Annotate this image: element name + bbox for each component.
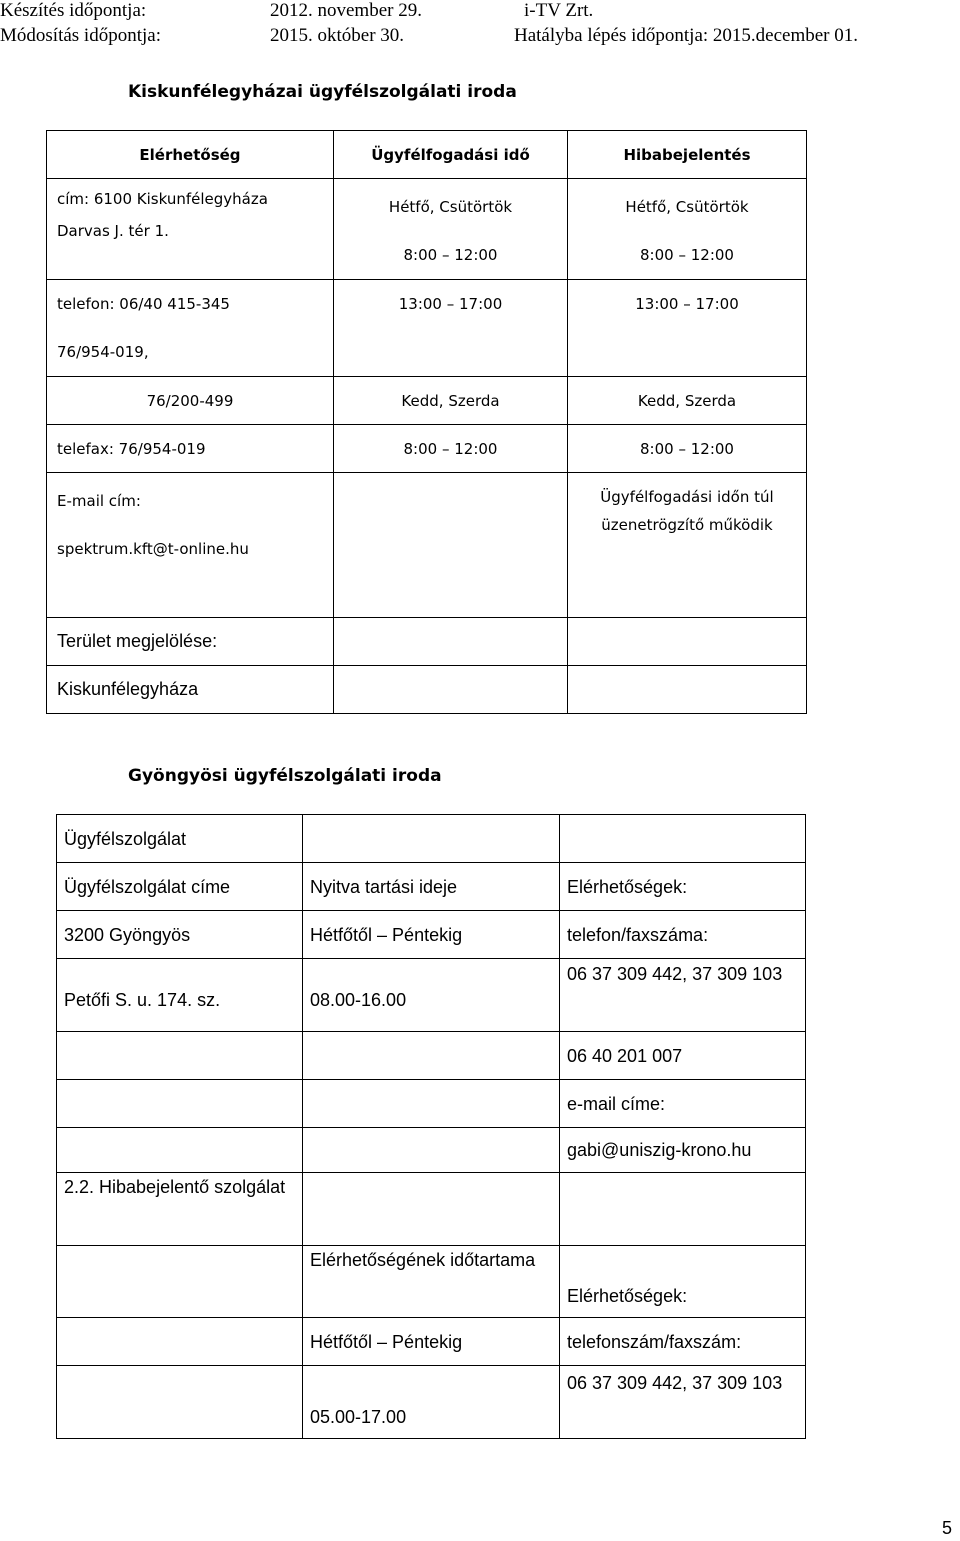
phone-cell bbox=[47, 280, 334, 377]
street: Petőfi S. u. 174. sz. bbox=[64, 990, 221, 1010]
modified-value: 2015. október 30. bbox=[270, 25, 405, 46]
area-label: Terület megjelölése: bbox=[57, 631, 218, 651]
company-name: i-TV Zrt. bbox=[524, 0, 594, 21]
service-cell bbox=[57, 815, 303, 863]
phone-line3-cell bbox=[47, 377, 334, 425]
address-line1: cím: 6100 Kiskunfélegyháza bbox=[57, 190, 268, 208]
phone-line1: telefon: 06/40 415-345 bbox=[57, 295, 230, 313]
empty-row9-1 bbox=[57, 1246, 303, 1318]
fault-cell-1 bbox=[568, 179, 807, 280]
hours-time2: 8:00 – 12:00 bbox=[403, 439, 498, 458]
hours-time2-cell bbox=[334, 425, 568, 473]
empty-row5-1 bbox=[57, 1032, 303, 1080]
col-header-fault: Hibabejelentés bbox=[568, 131, 807, 179]
fault-time1b: 13:00 – 17:00 bbox=[635, 295, 739, 313]
fault-contact-cell bbox=[560, 1246, 806, 1318]
created-value: 2012. november 29. bbox=[270, 0, 422, 21]
fault-contact-label: Elérhetőségek: bbox=[567, 1286, 688, 1306]
email-label: E-mail cím: bbox=[57, 492, 141, 510]
fault-time1a: 8:00 – 12:00 bbox=[640, 246, 734, 264]
empty-row10-1 bbox=[57, 1318, 303, 1366]
hours-days1: Hétfő, Csütörtök bbox=[388, 198, 513, 216]
empty-row8-3 bbox=[560, 1173, 806, 1246]
empty-row7-2 bbox=[303, 1128, 560, 1173]
fault-hours: 05.00-17.00 bbox=[310, 1407, 407, 1427]
note-cell bbox=[568, 473, 807, 618]
email-label-cell bbox=[560, 1080, 806, 1128]
phone2-cell bbox=[560, 1032, 806, 1080]
area-label-cell bbox=[47, 618, 334, 666]
hours-cell-2 bbox=[334, 280, 568, 377]
open-hours: 08.00-16.00 bbox=[310, 990, 407, 1010]
note-line1: Ügyfélfogadási időn túl bbox=[600, 488, 774, 506]
fault-phone: 06 37 309 442, 37 309 103 bbox=[567, 1373, 783, 1393]
fax-line: telefax: 76/954-019 bbox=[57, 439, 206, 458]
fault-service: 2.2. Hibabejelentő szolgálat bbox=[64, 1177, 286, 1197]
email-address: spektrum.kft@t-online.hu bbox=[57, 540, 249, 558]
fax-cell bbox=[47, 425, 334, 473]
fault-days: Hétfőtől – Péntekig bbox=[310, 1331, 463, 1352]
address-cell bbox=[47, 179, 334, 280]
area-empty-1 bbox=[334, 618, 568, 666]
fault-hours-cell bbox=[303, 1366, 560, 1439]
col-address-cell bbox=[57, 863, 303, 911]
fault-days1: Hétfő, Csütörtök bbox=[625, 198, 749, 216]
phonefax-label-cell bbox=[560, 911, 806, 959]
city: 3200 Gyöngyös bbox=[64, 924, 191, 945]
empty-row7-1 bbox=[57, 1128, 303, 1173]
empty-row11-1 bbox=[57, 1366, 303, 1439]
col-address: Ügyfélszolgálat címe bbox=[64, 876, 231, 897]
hours-cell-1 bbox=[334, 179, 568, 280]
fault-avail-label: Elérhetőségének időtartama bbox=[310, 1250, 536, 1270]
email-cell bbox=[47, 473, 334, 618]
col-header-contact: Elérhetőség bbox=[47, 131, 334, 179]
hours-days2-cell bbox=[334, 377, 568, 425]
hours-cell bbox=[303, 959, 560, 1032]
col-open: Nyitva tartási ideje bbox=[310, 876, 458, 897]
modified-label: Módosítás időpontja: bbox=[0, 25, 161, 46]
hours-days2: Kedd, Szerda bbox=[401, 391, 500, 410]
hours-time1a: 8:00 – 12:00 bbox=[403, 246, 498, 264]
empty-row6-1 bbox=[57, 1080, 303, 1128]
hours-time1b: 13:00 – 17:00 bbox=[398, 295, 503, 313]
fault-time2: 8:00 – 12:00 bbox=[640, 439, 734, 458]
email-cell bbox=[560, 1128, 806, 1173]
fault-days2: Kedd, Szerda bbox=[637, 391, 737, 410]
area-empty-2 bbox=[568, 618, 807, 666]
office2-title: Gyöngyösi ügyfélszolgálati iroda bbox=[128, 766, 442, 786]
fault-service-cell bbox=[57, 1173, 303, 1246]
phonefax-label: telefon/faxszáma: bbox=[567, 924, 709, 945]
created-label: Készítés időpontja: bbox=[0, 0, 147, 21]
service-label: Ügyfélszolgálat bbox=[64, 828, 187, 849]
note-line2: üzenetrögzítő működik bbox=[601, 516, 773, 534]
area-value: Kiskunfélegyháza bbox=[57, 679, 199, 699]
open-days: Hétfőtől – Péntekig bbox=[310, 924, 463, 945]
area-empty-4 bbox=[568, 666, 807, 714]
fault-cell-2 bbox=[568, 280, 807, 377]
office1-title: Kiskunfélegyházai ügyfélszolgálati iroda bbox=[128, 82, 517, 102]
effective-date: Hatályba lépés időpontja: 2015.december 01. bbox=[514, 25, 859, 46]
phone2: 06 40 201 007 bbox=[567, 1045, 683, 1066]
fault-phone-label: telefonszám/faxszám: bbox=[567, 1331, 742, 1352]
fault-phone-cell bbox=[560, 1366, 806, 1439]
phone1: 06 37 309 442, 37 309 103 bbox=[567, 964, 783, 984]
empty-row6-2 bbox=[303, 1080, 560, 1128]
service-empty-2 bbox=[560, 815, 806, 863]
phone-line3: 76/200-499 bbox=[146, 391, 234, 410]
col-open-cell bbox=[303, 863, 560, 911]
address-line2: Darvas J. tér 1. bbox=[57, 222, 169, 240]
email-label: e-mail címe: bbox=[567, 1093, 666, 1114]
col-contact-cell bbox=[560, 863, 806, 911]
fault-days-cell bbox=[303, 1318, 560, 1366]
office2-table bbox=[56, 814, 806, 1439]
page-number: 5 bbox=[942, 1518, 953, 1538]
area-value-cell bbox=[47, 666, 334, 714]
phone-line2: 76/954-019, bbox=[57, 343, 149, 361]
fault-days2-cell bbox=[568, 377, 807, 425]
col-header-hours: Ügyfélfogadási idő bbox=[334, 131, 568, 179]
phone1-cell bbox=[560, 959, 806, 1032]
fault-time2-cell bbox=[568, 425, 807, 473]
fault-phone-label-cell bbox=[560, 1318, 806, 1366]
street-cell bbox=[57, 959, 303, 1032]
service-empty bbox=[303, 815, 560, 863]
empty-row5-2 bbox=[303, 1032, 560, 1080]
empty-row8-2 bbox=[303, 1173, 560, 1246]
document-header bbox=[0, 0, 960, 50]
area-empty-3 bbox=[334, 666, 568, 714]
email-address: gabi@uniszig-krono.hu bbox=[567, 1140, 752, 1160]
days-cell bbox=[303, 911, 560, 959]
office1-table bbox=[46, 130, 807, 714]
col-contact: Elérhetőségek: bbox=[567, 876, 688, 897]
empty-cell bbox=[334, 473, 568, 618]
fault-avail-cell bbox=[303, 1246, 560, 1318]
city-cell bbox=[57, 911, 303, 959]
